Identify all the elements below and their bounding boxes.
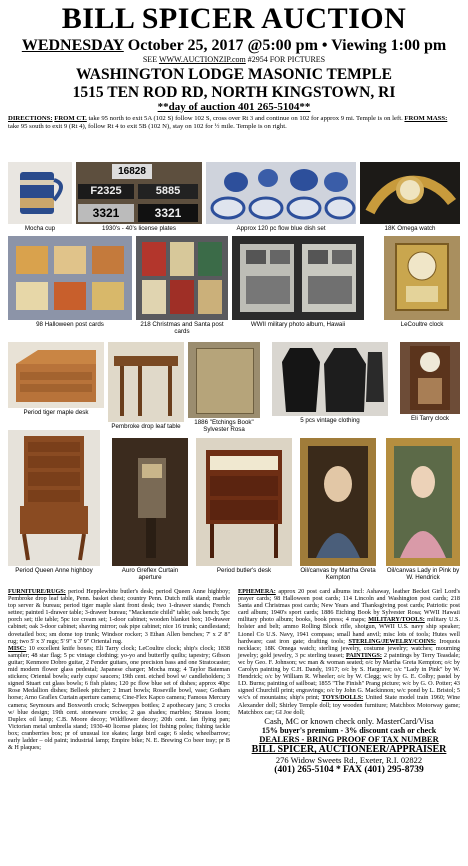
directions xyxy=(0,113,468,131)
date-line xyxy=(0,37,468,55)
photo-eli-tarry-clock xyxy=(400,342,460,414)
auction-header xyxy=(0,4,468,131)
auctioneer-name: BILL SPICER, AUCTIONEER/APPRAISER xyxy=(251,744,447,756)
photo-kempton-oil xyxy=(300,438,376,566)
highboy-image xyxy=(8,430,100,566)
photo-omega-watch xyxy=(360,162,460,224)
ephemera-text: approx 20 post card albums incl: Ashaway, leather Becket Girl Lord's prayer cards; 98 Halloween post cards; 114 Lincoln and Washington post cards; 218 Santa and Christmas post cards; New Years and Thanksgiving post cards; Patriotic post card album; 1940's sport cards; 1886 Etching Book by Sylvester Rosa; WWII Hawaii military photo album; books, book press; 4 maps; xyxy=(238,588,460,624)
plate-1: 16828 xyxy=(112,164,152,179)
day-of-phone: **day of auction 401 265-5104** xyxy=(157,101,311,113)
caption-halloween: 98 Halloween post cards xyxy=(36,321,104,328)
auction-title: BILL SPICER AUCTION xyxy=(61,2,407,35)
plate-4: 3321 xyxy=(138,204,198,222)
photo-pembroke-table xyxy=(108,342,184,422)
desk-image xyxy=(8,342,104,408)
photo-grid xyxy=(0,162,468,582)
photo-mocha-cup xyxy=(8,162,72,224)
sterling-heading: STERLING/JEWELRY/COINS: xyxy=(348,637,436,645)
photo-vintage-clothing xyxy=(272,342,388,416)
portrait-1-image xyxy=(300,438,376,566)
plate-5: 5885 xyxy=(138,184,198,199)
plate-2: F2325 xyxy=(78,184,134,199)
website-line xyxy=(0,55,468,65)
sterling-text: Iroquois necklace; 18K Omega watch; sterling jewelry, costume jewelry; watches; mourning jewelry; gold jewelry, 3 pc sterling teaset; xyxy=(238,637,461,659)
clock-image xyxy=(384,236,460,320)
date-time: October 25, 2017 @5:00 pm • Viewing 1:00 pm xyxy=(127,37,447,54)
website-link[interactable]: WWW.AUCTIONZIP.com xyxy=(158,55,246,64)
military-heading: MILITARY/TOOLS: xyxy=(368,616,425,624)
photo-highboy xyxy=(8,430,100,566)
furniture-heading: FURNITURE/RUGS: xyxy=(8,588,66,595)
caption-wwii: WWII military photo album, Hawaii xyxy=(250,321,346,328)
photo-lecoultre-clock xyxy=(384,236,460,320)
clothing-image xyxy=(272,342,388,416)
caption-desk: Period tiger maple desk xyxy=(23,409,89,416)
web-suffix: #2954 FOR PICTURES xyxy=(247,55,326,64)
photo-christmas-cards xyxy=(136,236,228,320)
toys-text: United State model train 1960; Wine Alexander doll; Shirley Temple doll; toy wooden furniture; Matchbox Motorway game; Matchbox car; GI Joe doll; xyxy=(238,694,461,716)
paintings-text: 2 paintings by Terry Teasdale; wc by Geo. F. Johnson; wc man & woman seated; o/c by Martha Greta Kempton; o/c by Carolyn painting by C.H. Dandy, 1917; o/c by S. Hargrave; o/c "Lady in Pink" by W. Hendrick; o/c by William R. Wheeler; o/c by W. Clegg; w/c by G. E. Colby; pastel by I.D. Burns; painting of sailboat; 1855 "The Finish" Prang picture; w/c by G. O. Potter; 43 signed Churchill print; engravings; o/c by John G. Mackinnon; w/c pond by L. Bristol; 5 w/c's of mountains; ship's print; xyxy=(238,651,460,702)
auctioneer-address: 276 Widow Sweets Rd., Exeter, R.I. 02822 xyxy=(275,755,423,766)
caption-camera: Auro Greflex Curtain aperture xyxy=(121,567,179,581)
caption-dishes: Approx 120 pc flow blue dish set xyxy=(236,225,326,232)
mug-image xyxy=(8,162,72,224)
table-image xyxy=(108,342,184,422)
from-ct-text: take 95 north to exit 5A (102 S) follow 102 S, cross over Rt 3 and continue on 102 for approx 9 mi. Temple is on left. xyxy=(86,115,403,122)
auctioneer-phones: (401) 265-5104 * FAX (401) 295-8739 xyxy=(274,765,424,776)
caption-christmas: 218 Christmas and Santa post cards xyxy=(140,321,224,335)
watch-image xyxy=(360,162,460,224)
web-prefix: SEE xyxy=(142,55,158,64)
weekday: WEDNESDAY xyxy=(21,37,124,54)
photo-butlers-desk xyxy=(196,438,292,566)
caption-highboy: Period Queen Anne highboy xyxy=(15,567,93,574)
caption-lecoultre: LeCoultre clock xyxy=(400,321,444,328)
right-column xyxy=(238,588,460,776)
portrait-2-image xyxy=(386,438,460,566)
caption-pembroke: Pembroke drop leaf table xyxy=(111,423,181,430)
auction-footer xyxy=(238,716,460,777)
from-mass-label: FROM MASS: xyxy=(404,115,448,122)
caption-butler: Period butler's desk xyxy=(216,567,272,574)
paintings-heading: PAINTINGS: xyxy=(345,651,382,659)
caption-etchings: 1886 "Etchings Book" Sylvester Rosa xyxy=(194,419,254,433)
photo-wwii-album xyxy=(232,236,364,320)
from-ct-label: FROM CT. xyxy=(54,115,87,122)
dealers-notice: DEALERS - BRING PROOF OF TAX NUMBER xyxy=(259,733,439,744)
photo-etchings-book xyxy=(188,342,260,418)
dishes-image xyxy=(206,162,356,224)
furniture-text: period Hepplewhite butler's desk; period Queen Anne highboy; Pembroke drop leaf table, Penn. basket chest; country Penn. Dutch milk stand; marble top server & bureau; period tiger maple slant front desk; two 1-drawer stands; French settee; painted 1-drawer table; 3-drawer bureau; "Mackenzie child" table; oak bench; 5pc porch set; tile table; 5pc ice cream set; 1-door cabinet; wooden blanket box; 10-drawer cabinet; oak 3-door cabinet; shaving mirror; oak pipe cabinet; nice 16 trunk; candlestand; dovetailed box; sm dome top trunk; Windsor rocker; 3 Ethan Allen benches; 7' x 2' 8" rug; two 5' x 3' rugs; 5' 9" x 3' 9" Oriental rug. xyxy=(8,588,230,645)
toys-heading: TOYS/DOLLS: xyxy=(321,694,364,702)
listing-columns xyxy=(8,588,460,864)
ephemera-heading: EPHEMERA: xyxy=(238,588,276,595)
caption-eli-tarry: Eli Tarry clock xyxy=(410,415,450,422)
caption-plates: 1930's - 40's license plates xyxy=(102,225,176,232)
plate-3: 3321 xyxy=(78,204,134,222)
payment-terms: Cash, MC or known check only. MasterCard/Visa xyxy=(264,715,434,726)
tall-clock-image xyxy=(400,342,460,414)
caption-hendrick: Oil/canvas Lady in Pink by W. Hendrick xyxy=(386,567,460,581)
venue-name: WASHINGTON LODGE MASONIC TEMPLE xyxy=(76,66,392,83)
misc-text: 10 excellent knife boxes; Eli Tarry clock; LeCoultre clock; ship's clock; 1838 sampler; 48 star flag; 5 pc vintage clothing; yo-yo and butterfly quilts; tapestry; Gibson guitar; Kenmore Dobro guitar, 2 Fender guitars, one precision bass and one Stratocaster; mid modern flower glass pedestal; Japanese charger; Mocha mug; 4 Taylor Bateman stickers; Oriental bowls; early cups/ saucers; 19th cent. etched bowl w/ candleholders; 3 signed Stuart cut glass bowls; 6 fish plates; 120 pc flow blue set of dishes; approx 40pc Rose Medallion dishes; Belleek pitcher; 2 Imari bowls; Roseville bowl, vase; Gotham horse; Arno Graflex Curtain aperture camera; Cine-Flex Kapco camera; Famous Mercury camera; Seymours and Boxworth crock; Schweppes bottles; 2 apothecary jars; 3 crocks w/ blue design; 19th cent. stoneware crocks; 2 gas shades; marbles; Strauss loom; Duplex oil lamp; C.B. Moore decoy; Wildflower decoy; 20th cent. fan flying pan; Victorian metal umbrella stand; 1930-40 license plates; lot fishing poles; fishing tackle box; cranberries box; pr of unusual ice skates; large bird cage; 6 sleds; wheelbarrow; early ladder – old paint; industrial lamp; Empire bike; N. E. Brewing Co beer tray; pr B & H plaques; xyxy=(8,644,230,752)
military-text: military U.S. holster and belt; ammo Rolling Block rifle, shotgun, WWII U.S. navy ship speaker; Lionel Co U.S. Navy, 1941 compass; small hand anvil; misc lots of tools; Hutes well hardware; cast iron gate; drafting tools; xyxy=(238,616,461,645)
camera-image xyxy=(112,438,188,566)
caption-kempton: Oil/canvas by Martha Greta Kempton xyxy=(300,567,376,581)
photo-halloween-cards xyxy=(8,236,132,320)
directions-label: DIRECTIONS: xyxy=(8,115,53,122)
caption-mocha: Mocha cup xyxy=(24,225,56,232)
misc-heading: MISC: xyxy=(8,644,27,652)
venue-address: 1515 TEN ROD RD, NORTH KINGSTOWN, RI xyxy=(72,84,396,101)
photo-license-plates xyxy=(76,162,202,224)
caption-omega: 18K Omega watch xyxy=(384,225,436,232)
photo-tiger-maple-desk xyxy=(8,342,104,408)
caption-clothing: 5 pcs vintage clothing xyxy=(300,417,360,424)
left-column xyxy=(8,588,230,751)
buyers-premium: 15% buyer's premium - 3% discount cash or check xyxy=(261,725,437,735)
photo-flow-blue-dishes xyxy=(206,162,356,224)
photo-camera-lamp xyxy=(112,438,188,566)
butler-desk-image xyxy=(196,438,292,566)
photo-hendrick-oil xyxy=(386,438,460,566)
from-mass-text: take 95 south to exit 9 (Rt 4), follow Rt 4 to exit 5B (102 N), stay on 102 for ½ mile. Temple is on right. xyxy=(8,123,287,130)
